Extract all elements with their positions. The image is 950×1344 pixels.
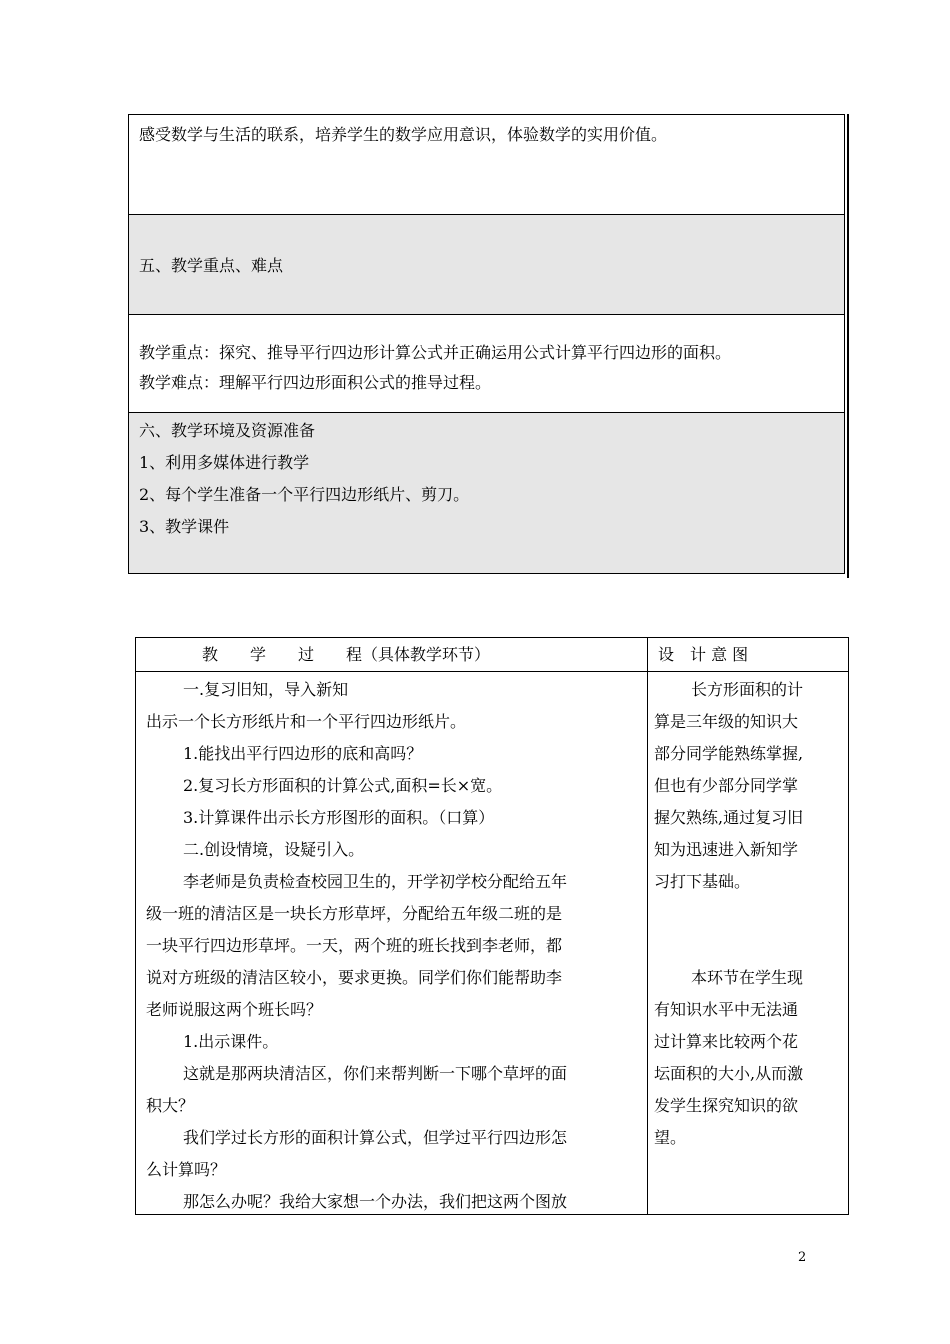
process-line: 1.出示课件。 [183, 1032, 279, 1051]
process-line: 2.复习长方形面积的计算公式,面积=长×宽。 [183, 776, 503, 795]
objectives-table [128, 114, 845, 574]
teaching-process-table [135, 637, 849, 1215]
resource-item: 3、教学课件 [139, 517, 230, 536]
row-key-points-heading [129, 215, 844, 315]
process-line: 出示一个长方形纸片和一个平行四边形纸片。 [146, 712, 467, 731]
process-line: 这就是那两块清洁区，你们来帮判断一下哪个草坪的面 [183, 1064, 568, 1083]
header-design-intent: 设 计 意 图 [658, 645, 749, 664]
intent-line: 知为迅速进入新知学 [654, 840, 799, 859]
process-line: 1.能找出平行四边形的底和高吗？ [183, 744, 423, 763]
process-line: 一.复习旧知，导入新知 [183, 680, 349, 699]
process-line: 二.创设情境，设疑引入。 [183, 840, 365, 859]
intent-line: 习打下基础。 [654, 872, 751, 891]
intent-line: 但也有少部分同学掌 [654, 776, 799, 795]
key-points-heading: 五、教学重点、难点 [139, 256, 284, 275]
process-line: 说对方班级的清洁区较小，要求更换。同学们你们能帮助李 [146, 968, 563, 987]
intent-line: 有知识水平中无法通 [654, 1000, 799, 1019]
difficult-point-line: 教学难点：理解平行四边形面积公式的推导过程。 [139, 373, 492, 392]
process-line: 李老师是负责检查校园卫生的，开学初学校分配给五年 [183, 872, 568, 891]
header-teaching-process: 教 学 过 程（具体教学环节） [202, 645, 491, 664]
process-line: 老师说服这两个班长吗？ [146, 1000, 323, 1019]
intent-line: 发学生探究知识的欲 [654, 1096, 799, 1115]
row-emotion-goal [129, 115, 844, 215]
page-number: 2 [798, 1250, 807, 1265]
resource-item: 2、每个学生准备一个平行四边形纸片、剪刀。 [139, 485, 470, 504]
column-divider [647, 638, 648, 1214]
intent-line: 部分同学能熟练掌握, [654, 744, 804, 763]
header-divider [136, 671, 848, 672]
process-line: 一块平行四边形草坪。一天，两个班的班长找到李老师，都 [146, 936, 563, 955]
process-line: 积大？ [146, 1096, 195, 1115]
intent-line: 算是三年级的知识大 [654, 712, 799, 731]
intent-line: 长方形面积的计 [691, 680, 804, 699]
process-line: 3.计算课件出示长方形图形的面积。（口算） [183, 808, 495, 827]
table-border-accent [847, 114, 849, 578]
process-line: 我们学过长方形的面积计算公式，但学过平行四边形怎 [183, 1128, 568, 1147]
process-line: 级一班的清洁区是一块长方形草坪，分配给五年级二班的是 [146, 904, 563, 923]
row-key-points [129, 315, 844, 413]
resources-heading: 六、教学环境及资源准备 [139, 421, 316, 440]
intent-line: 本环节在学生现 [691, 968, 804, 987]
process-line: 那怎么办呢？我给大家想一个办法，我们把这两个图放 [183, 1192, 568, 1211]
key-point-line: 教学重点：探究、推导平行四边形计算公式并正确运用公式计算平行四边形的面积。 [139, 343, 732, 362]
intent-line: 握欠熟练,通过复习旧 [654, 808, 804, 827]
intent-line: 坛面积的大小,从而激 [654, 1064, 804, 1083]
process-line: 么计算吗？ [146, 1160, 227, 1179]
intent-line: 望。 [654, 1128, 687, 1147]
row-resources [129, 413, 844, 573]
resource-item: 1、利用多媒体进行教学 [139, 453, 310, 472]
emotion-goal-text: 感受数学与生活的联系，培养学生的数学应用意识，体验数学的实用价值。 [139, 125, 668, 144]
intent-line: 过计算来比较两个花 [654, 1032, 799, 1051]
